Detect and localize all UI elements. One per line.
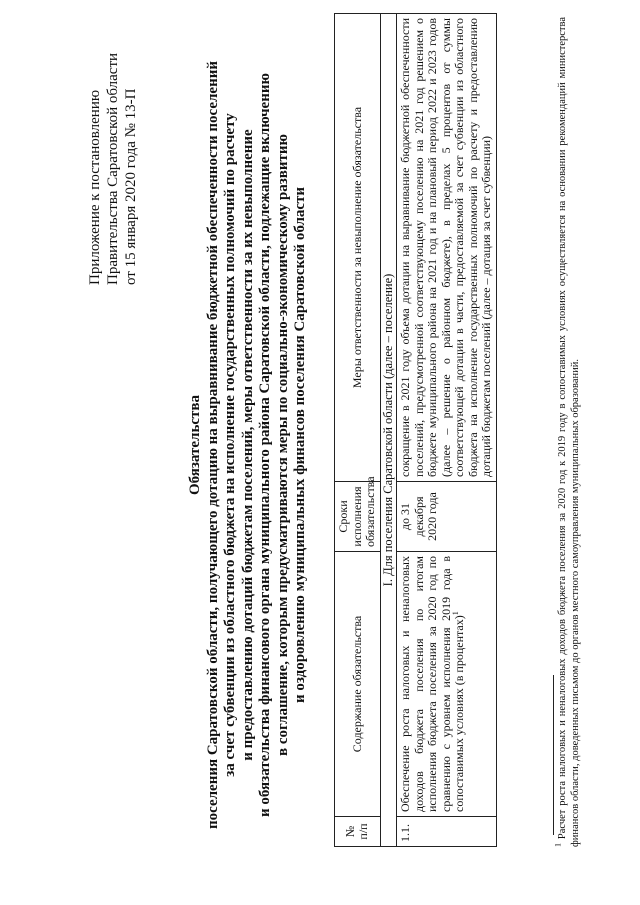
- row-content-text: Обеспечение роста налоговых и неналоговых доходов бюджета поселения по итогам исполнения бюджета поселения за 2020 год по сравнению с уровнем исполнения 2019 года в сопоставимых условиях (в процентах): [398, 556, 466, 812]
- document-title: [187, 25, 310, 865]
- row-measures: сокращение в 2021 году объема дотации на выравнивание бюджетной обеспеченности поселений, предусмотренной соответствующему поселению на 2021 год решением о бюджете муниципального района на 2021 год и на плановый период 2022 и 2023 годов (далее – решение о районном бюджете), в пределах 5 процентов от суммы соответствующей дотации в части, предоставляемой за счет субвенции из областного бюджета на исполнение государственных полномочий по расчету и предоставлению дотаций бюджетам поселений (далее – дотация за счет субвенции): [397, 14, 497, 482]
- header-num: № п/п: [335, 817, 381, 847]
- title-line-5: в соглашение, которым предусматриваются меры по социально-экономическому развитию: [274, 133, 291, 757]
- section-row: [380, 14, 397, 847]
- appendix-note: [86, 15, 140, 285]
- appendix-line-2: Правительства Саратовской области: [105, 52, 121, 285]
- section-title: I. Для поселения Саратовской области (далее – поселение): [380, 14, 397, 847]
- footnote-reference: 1: [451, 611, 460, 616]
- appendix-line-1: Приложение к постановлению: [87, 89, 103, 285]
- title-line-6: и оздоровлению муниципальных финансов поселения Саратовской области: [292, 186, 308, 704]
- title-line-2: за счет субвенции из областного бюджета на исполнение государственных полномочий по расчету: [222, 113, 238, 777]
- obligations-table-wrap: [334, 13, 497, 847]
- title-line-4: и обязательства финансового органа муниципального района Саратовской области, подлежащие включению: [257, 73, 273, 817]
- header-deadline: Сроки исполнения обязательства: [335, 482, 381, 552]
- appendix-line-3: от 15 января 2020 года № 13-П: [123, 88, 139, 285]
- footnote-divider: [553, 675, 554, 835]
- footnote-text: Расчет роста налоговых и неналоговых доходов бюджета поселения за 2020 год к 2019 году в сопоставимых условиях осуществляется на основании рекомендаций министерства финансов области, доведенных письмом до органов местного самоуправления муниципальных образований.: [557, 16, 581, 847]
- title-line-3: и предоставлению дотаций бюджетам поселений, меры ответственности за их невыполнение: [239, 129, 256, 761]
- title-heading: Обязательства: [187, 394, 203, 496]
- row-num: 1.1.: [397, 817, 497, 847]
- title-line-1: поселения Саратовской области, получающего дотацию на выравнивание бюджетной обеспеченности поселений: [204, 60, 221, 830]
- header-content: Содержание обязательства: [335, 552, 381, 817]
- table-header-row: [335, 14, 381, 847]
- row-deadline: до 31 декабря 2020 года: [397, 482, 497, 552]
- row-content: [397, 552, 497, 817]
- obligations-table: [334, 13, 497, 847]
- table-row: [397, 14, 497, 847]
- header-measures: Меры ответственности за невыполнение обязательства: [335, 14, 381, 482]
- footnote-mark: 1: [553, 843, 563, 847]
- footnote: [553, 16, 582, 847]
